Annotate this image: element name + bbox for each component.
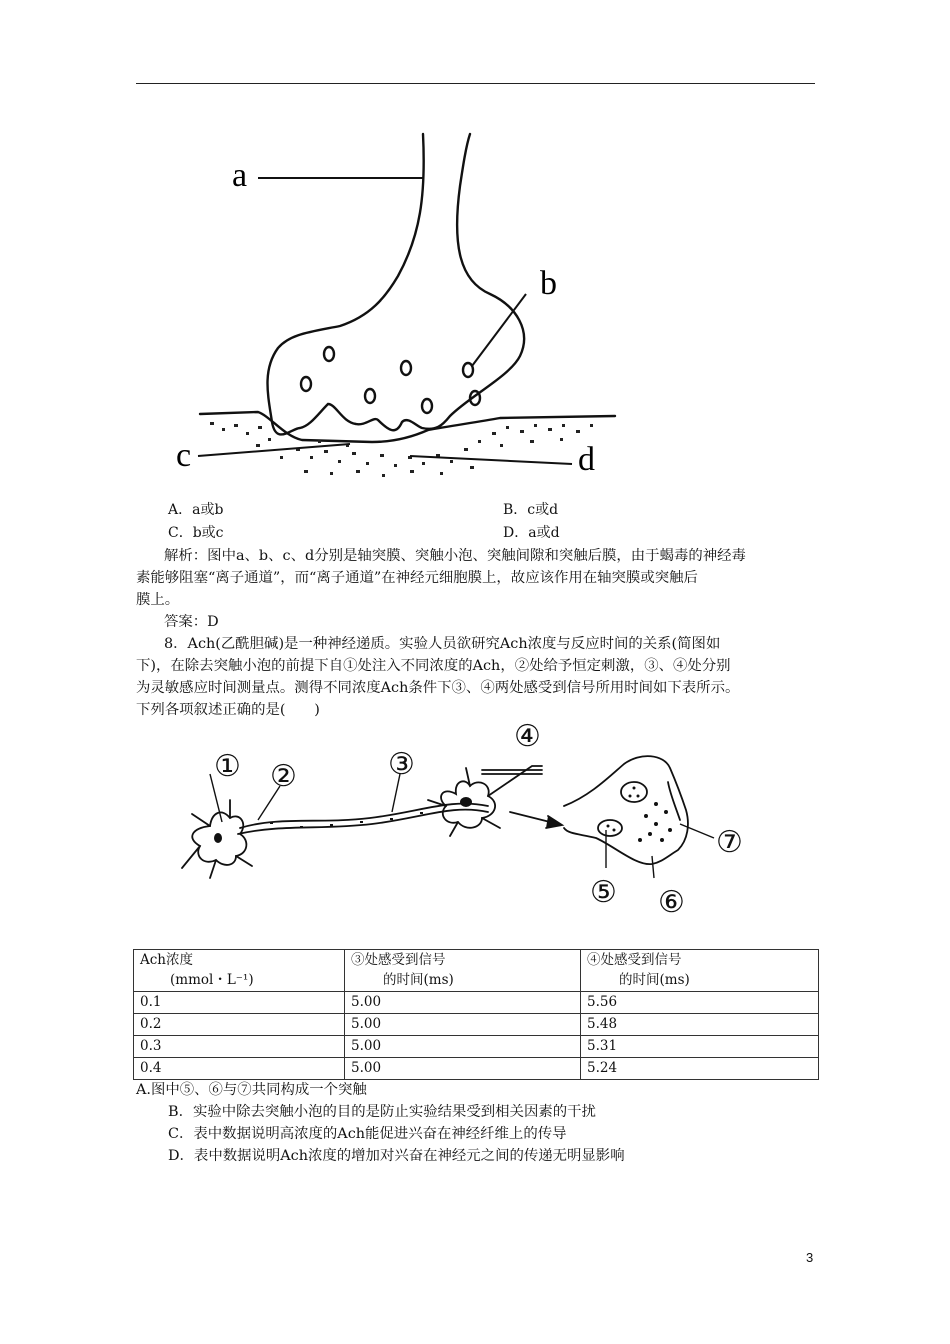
header-cell [134, 950, 345, 992]
label-a: a [232, 157, 248, 194]
header-4-line1: ④处感受到信号 [587, 952, 682, 968]
option-q8-a: A.图中⑤、⑥与⑦共同构成一个突触 [136, 1082, 367, 1098]
table-cell: 5.00 [345, 1014, 581, 1036]
table-cell: 0.4 [134, 1058, 345, 1080]
label-circle-6: ⑥ [658, 885, 685, 920]
label-b-leader [472, 294, 526, 366]
label-circle-4: ④ [514, 719, 541, 754]
table-cell: 5.48 [581, 1014, 819, 1036]
question8-line-2: 下)，在除去突触小泡的前提下自①处注入不同浓度的Ach，②处给予恒定刺激，③、④处分别 [136, 658, 731, 674]
table-cell: 0.2 [134, 1014, 345, 1036]
table-cell: 0.1 [134, 992, 345, 1014]
option-q7-b: B．c或d [503, 502, 559, 518]
analysis-line-3: 膜上。 [136, 592, 180, 608]
fig2-circled-labels [214, 719, 743, 920]
table-cell: 5.00 [345, 992, 581, 1014]
answer-line: 答案：D [164, 614, 219, 630]
electrode-4 [482, 770, 542, 774]
option-q8-c: C．表中数据说明高浓度的Ach能促进兴奋在神经纤维上的传导 [168, 1126, 567, 1142]
axon-terminal-outline [268, 134, 525, 434]
label-circle-7: ⑦ [716, 825, 743, 860]
zoom-mitochondrion-1 [621, 782, 647, 802]
label-c: c [176, 437, 192, 474]
table-row [134, 992, 819, 1014]
label-circle-5: ⑤ [590, 875, 617, 910]
analysis-line-1: 解析：图中a、b、c、d分别是轴突膜、突触小泡、突触间隙和突触后膜，由于蝎毒的神经毒 [164, 548, 746, 564]
table-cell: 0.3 [134, 1036, 345, 1058]
analysis-line-2: 素能够阻塞“离子通道”，而“离子通道”在神经元细胞膜上，故应该作用在轴突膜或突触后 [136, 570, 698, 586]
label-d: d [578, 441, 595, 478]
membrane-stipple [210, 422, 593, 477]
option-q7-c: C．b或c [168, 525, 224, 541]
ach-data-table [133, 949, 819, 1080]
option-q8-d: D．表中数据说明Ach浓度的增加对兴奋在神经元之间的传递无明显影响 [168, 1148, 625, 1164]
header-cell [581, 950, 819, 992]
label-d-leader [410, 456, 572, 464]
table-cell: 5.56 [581, 992, 819, 1014]
table-cell: 5.00 [345, 1058, 581, 1080]
synapse-zoom-outline [564, 756, 688, 864]
label-circle-3: ③ [388, 747, 415, 782]
header-ach-line1: Ach浓度 [140, 952, 194, 968]
option-q8-b: B．实验中除去突触小泡的目的是防止实验结果受到相关因素的干扰 [168, 1104, 596, 1120]
neuron-diagram [170, 716, 770, 926]
question8-line-1: 8．Ach(乙酰胆碱)是一种神经递质。实验人员欲研究Ach浓度与反应时间的关系(简图如 [164, 636, 721, 652]
header-rule [136, 83, 815, 84]
postsynaptic-membrane [428, 416, 615, 430]
label-circle-2: ② [270, 759, 297, 794]
zoom-mitochondrion-2 [598, 820, 622, 836]
label-b: b [540, 265, 557, 302]
option-q7-a: A．a或b [168, 502, 224, 518]
question8-line-3: 为灵敏感应时间测量点。测得不同浓度Ach条件下③、④两处感受到信号所用时间如下表所示。 [136, 680, 740, 696]
header-cell [345, 950, 581, 992]
page-number: 3 [806, 1250, 814, 1265]
table-header-row [134, 950, 819, 992]
table-cell: 5.31 [581, 1036, 819, 1058]
header-4-line2: 的时间(ms) [619, 972, 690, 988]
table-cell: 5.00 [345, 1036, 581, 1058]
option-q7-d: D．a或d [503, 525, 560, 541]
arrow-head [546, 816, 562, 828]
label-circle-1: ① [214, 749, 241, 784]
header-3-line2: 的时间(ms) [383, 972, 454, 988]
table-row [134, 1058, 819, 1080]
question8-line-4: 下列各项叙述正确的是( ) [136, 702, 320, 718]
table-row [134, 1014, 819, 1036]
synapse-diagram [160, 126, 630, 496]
table-cell: 5.24 [581, 1058, 819, 1080]
table-row [134, 1036, 819, 1058]
header-3-line1: ③处感受到信号 [351, 952, 446, 968]
header-ach-line2: (mmol・L⁻¹) [170, 972, 254, 988]
